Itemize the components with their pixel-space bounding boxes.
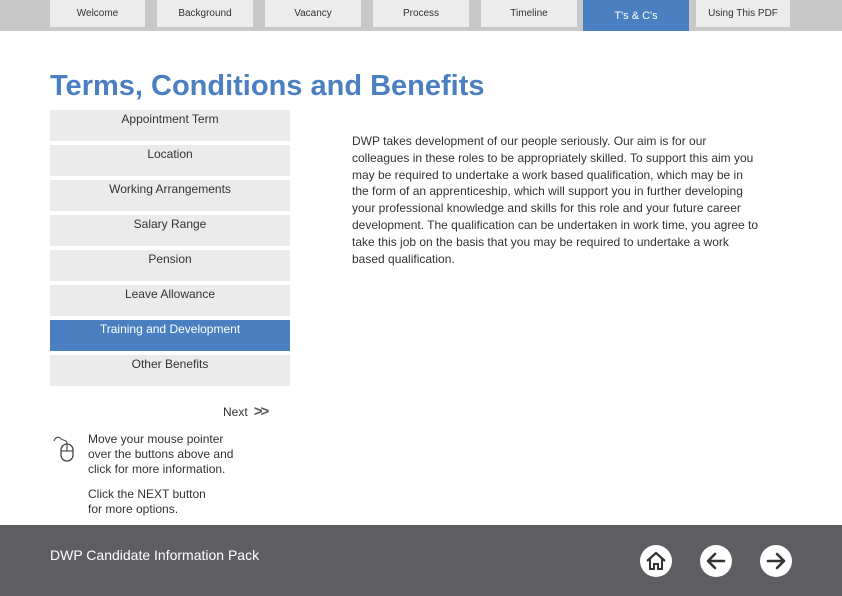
- menu-item-salary-range[interactable]: Salary Range: [50, 215, 290, 246]
- menu-item-working-arrangements[interactable]: Working Arrangements: [50, 180, 290, 211]
- next-instructions: Click the NEXT button for more options.: [88, 487, 206, 516]
- tab-vacancy[interactable]: Vacancy: [265, 0, 361, 27]
- tab-background[interactable]: Background: [157, 0, 253, 27]
- arrow-left-icon[interactable]: [699, 544, 733, 578]
- arrow-right-icon[interactable]: [759, 544, 793, 578]
- mouse-icon: [52, 435, 78, 463]
- hover-instructions: Move your mouse pointer over the buttons above and click for more information.: [88, 432, 234, 476]
- tab-ts-and-cs[interactable]: T's & C's: [583, 0, 689, 31]
- top-tab-bar: [0, 0, 842, 31]
- menu-item-other-benefits[interactable]: Other Benefits: [50, 355, 290, 386]
- tab-using-this-pdf[interactable]: Using This PDF: [696, 0, 790, 27]
- menu-item-training-and-development[interactable]: Training and Development: [50, 320, 290, 351]
- footer-title: DWP Candidate Information Pack: [50, 547, 260, 563]
- next-button[interactable]: [223, 403, 267, 420]
- footer-bar: [0, 525, 842, 596]
- page-title: Terms, Conditions and Benefits: [50, 70, 485, 102]
- tab-welcome[interactable]: Welcome: [50, 0, 145, 27]
- menu-item-appointment-term[interactable]: Appointment Term: [50, 110, 290, 141]
- tab-timeline[interactable]: Timeline: [481, 0, 577, 27]
- menu-item-location[interactable]: Location: [50, 145, 290, 176]
- content-paragraph: DWP takes development of our people seriously. Our aim is for our colleagues in these roles to be appropriately skilled. To support this aim you may be required to undertake a work based qualification, which may be in the form of an apprenticeship, which will support you in further developing your professional knowledge and skills for this role and your future career development. The qualification can be undertaken in work time, you agree to take this job on the basis that you may be required to undertake a work based qualification.: [352, 134, 759, 266]
- home-icon[interactable]: [639, 544, 673, 578]
- next-label: Next: [223, 404, 248, 419]
- double-chevron-right-icon: >>: [253, 403, 268, 420]
- menu-item-leave-allowance[interactable]: Leave Allowance: [50, 285, 290, 316]
- menu-item-pension[interactable]: Pension: [50, 250, 290, 281]
- tab-process[interactable]: Process: [373, 0, 469, 27]
